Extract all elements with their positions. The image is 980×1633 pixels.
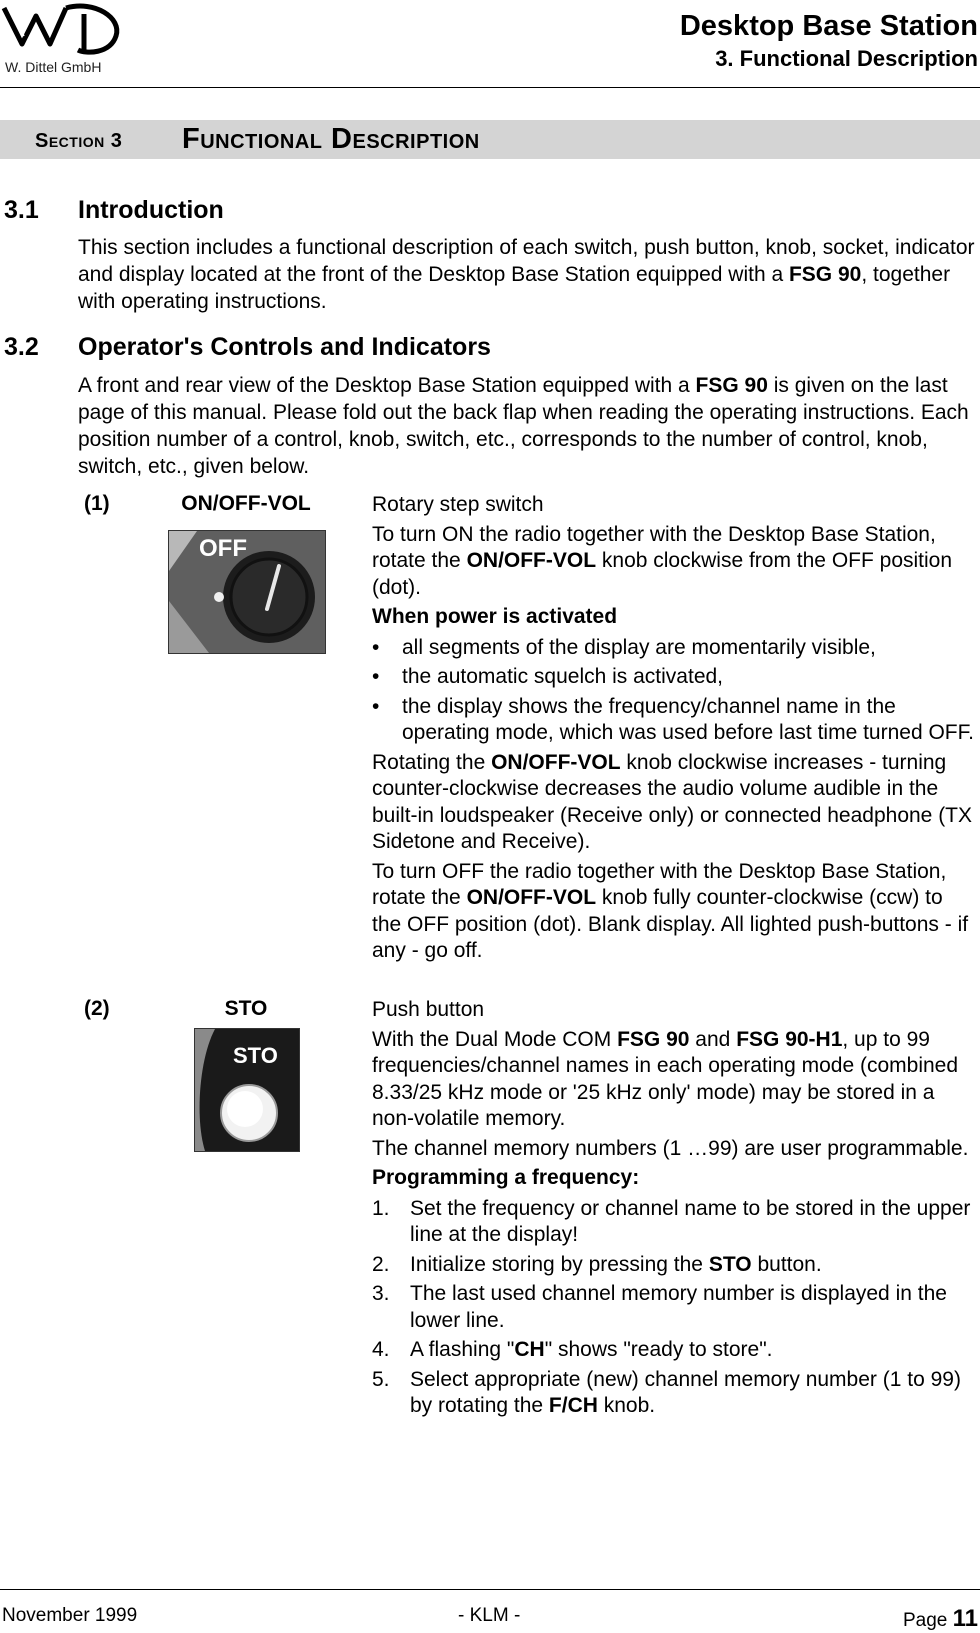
header-subtitle: 3. Functional Description: [715, 46, 978, 71]
control-number-1: (1): [84, 492, 110, 515]
programming-heading: Programming a frequency:: [372, 1166, 640, 1189]
button-label: STO: [233, 1043, 278, 1068]
knob-label: OFF: [199, 535, 247, 562]
list-item: • all segments of the display are momentarily visible,: [372, 635, 977, 662]
control-1-description: [372, 492, 977, 968]
header-title: Desktop Base Station: [679, 10, 978, 42]
knob-name: ON/OFF-VOL: [466, 549, 597, 572]
control-name-on-off-vol: ON/OFF-VOL: [181, 492, 311, 515]
list-item: 2. Initialize storing by pressing the STO button.: [372, 1252, 822, 1276]
knob-icon: [169, 531, 325, 653]
memory-description: With the Dual Mode COM FSG 90 and FSG 90-H1, up to 99 frequencies/channel names in each operating mode (combined 8.33/25 kHz mode or '25 kHz only' mode) may be stored in a non-volatile memory.: [372, 1027, 959, 1130]
page-number: Page 11: [902, 1605, 978, 1632]
sto-button-photo: [194, 1028, 300, 1152]
model-name: FSG 90-H1: [736, 1027, 843, 1051]
section-bar: [0, 120, 980, 159]
footer-rule: [0, 1589, 980, 1590]
model-name: FSG 90: [617, 1027, 690, 1051]
power-activated-heading: When power is activated: [372, 605, 618, 628]
control-type: Push button: [372, 998, 485, 1021]
power-activated-list: [372, 635, 977, 747]
list-item: 4. A flashing "CH" shows "ready to store".: [372, 1338, 773, 1361]
list-item: 1. Set the frequency or channel name to be stored in the upper line at the display!: [372, 1196, 971, 1246]
list-item: 3. The last used channel memory number is displayed in the lower line.: [372, 1282, 947, 1332]
footer-date: November 1999: [2, 1605, 138, 1626]
section-title: Functional Description: [182, 123, 480, 155]
control-type: Rotary step switch: [372, 493, 544, 516]
subsection-title-introduction: Introduction: [78, 196, 224, 224]
model-name: FSG 90: [695, 374, 768, 397]
control-number-2: (2): [84, 997, 110, 1020]
programming-steps: [372, 1196, 977, 1420]
on-off-vol-knob-photo: [168, 530, 326, 654]
model-name: FSG 90: [788, 263, 862, 286]
memory-numbers-note: The channel memory numbers (1 …99) are user programmable.: [372, 1136, 969, 1160]
knob-name: ON/OFF-VOL: [466, 886, 597, 909]
footer-center: - KLM -: [458, 1605, 521, 1626]
list-item: • the display shows the frequency/channel name in the operating mode, which was used before last time turned OFF.: [372, 694, 977, 747]
turn-on-instruction: To turn ON the radio together with the Desktop Base Station, rotate the ON/OFF-VOL knob clockwise from the OFF position (dot).: [372, 522, 953, 599]
header-rule: [0, 87, 980, 88]
subsection-title-controls: Operator's Controls and Indicators: [78, 333, 491, 361]
volume-instruction: Rotating the ON/OFF-VOL knob clockwise increases - turning counter-clockwise decreases the audio volume audible in the built-in loudspeaker (Receive only) or connected headphone (TX Sidetone and Receive).: [372, 750, 973, 853]
subsection-number-3-1: 3.1: [4, 196, 39, 224]
control-name-sto: STO: [224, 997, 268, 1020]
list-item: • the automatic squelch is activated,: [372, 664, 977, 691]
introduction-paragraph: This section includes a functional description of each switch, push button, knob, socket, indicator and display located at the front of the Desktop Base Station equipped with a FSG 90, together with operating instructions.: [78, 236, 975, 313]
control-2-description: [372, 997, 977, 1423]
section-label: Section 3: [35, 130, 123, 152]
turn-off-instruction: To turn OFF the radio together with the Desktop Base Station, rotate the ON/OFF-VOL knob fully counter-clockwise (ccw) to the OFF position (dot). Blank display. All lighted push-buttons - if any - go off.: [372, 859, 969, 962]
list-item: 5. Select appropriate (new) channel memory number (1 to 99) by rotating the F/CH knob.: [372, 1367, 961, 1417]
subsection-number-3-2: 3.2: [4, 333, 39, 361]
controls-paragraph: A front and rear view of the Desktop Base Station equipped with a FSG 90 is given on the last page of this manual. Please fold out the back flap when reading the operating instructions. Each position number of a control, knob, switch, etc., corresponds to the number of control, knob, switch, etc., given below.: [78, 374, 969, 478]
knob-name: ON/OFF-VOL: [491, 750, 621, 774]
logo-text: W. Dittel GmbH: [5, 59, 102, 75]
